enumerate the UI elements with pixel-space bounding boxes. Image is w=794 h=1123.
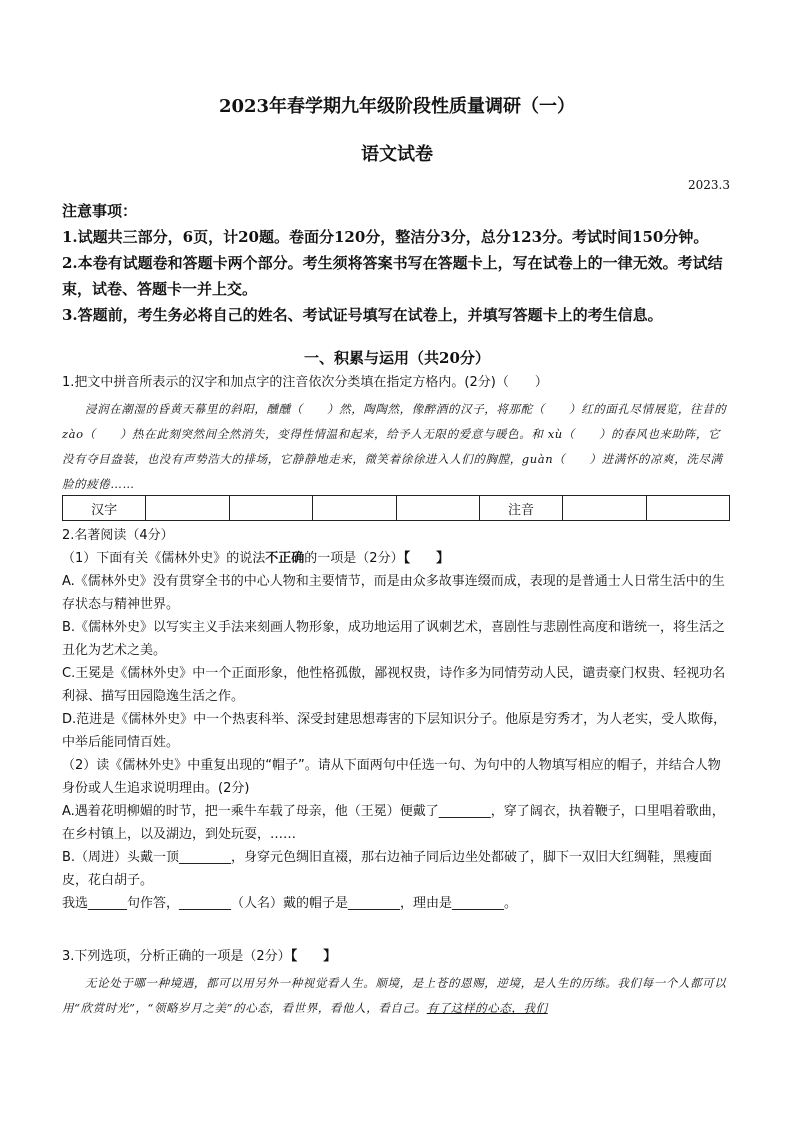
q2-sub2-prompt: （2）读《儒林外史》中重复出现的“帽子”。请从下面两句中任选一句、为句中的人物填写相应的帽子，并结合人物身份或人生追求说明理由。(2分)	[62, 758, 721, 796]
grid-cell[interactable]	[229, 496, 312, 521]
exam-subtitle: 语文试卷	[361, 144, 433, 165]
q3-prompt-text: 3.下列选项，分析正确的一项是（2分）	[62, 949, 291, 964]
notes-item-1: 1.试题共三部分，6页，计20题。卷面分120分，整洁分3分，总分123分。考试时间150分钟。	[62, 228, 709, 246]
answer-bracket[interactable]: 【 】	[290, 949, 337, 964]
grid-cell[interactable]	[563, 496, 646, 521]
answer-grid	[62, 495, 730, 521]
q3-passage-text: 无论处于哪一种境遇，都可以用另外一种视觉看人生。顺境，是上苍的恩赐，逆境，是人生的历练。我们每一个人都可以用“欣赏时光”，“领略岁月之美”的心态，看世界，看他人，看自己。	[62, 976, 727, 1015]
q2-option-a: A.《儒林外史》没有贯穿全书的中心人物和主要情节，而是由众多故事连缀而成，表现的是普通士人日常生活中的生存状态与精神世界。	[62, 574, 725, 612]
q2-sentence-b: B.（周进）头戴一顶________，身穿元色绸旧直裰，那右边袖子同后边坐处都破了，脚下一双旧大红绸鞋，黑瘦面皮，花白胡子。	[62, 850, 713, 888]
q1-prompt: 1.把文中拼音所表示的汉字和加点字的注音依次分类填在指定方格内。(2分)（ ）	[62, 375, 548, 390]
q2-sub1-text-b: 的一项是（2分）	[304, 551, 404, 566]
q2-sub1-emphasis: 不正确	[265, 551, 305, 566]
q2-option-b: B.《儒林外史》以写实主义手法来刻画人物形象，成功地运用了讽刺艺术，喜剧性与悲剧性高度和谐统一，将生活之丑化为艺术之美。	[62, 620, 726, 658]
q3-passage	[62, 971, 732, 1021]
notes-item-2: 2.本卷有试题卷和答题卡两个部分。考生须将答案书写在答题卡上，写在试卷上的一律无效。考试结束，试卷、答题卡一并上交。	[62, 254, 723, 298]
grid-label-zhuyin: 注音	[479, 496, 562, 521]
q2-title: 2.名著阅读（4分）	[62, 528, 174, 543]
grid-cell[interactable]	[146, 496, 229, 521]
grid-cell[interactable]	[313, 496, 396, 521]
answer-bracket[interactable]: 【 】	[403, 551, 450, 566]
grid-cell[interactable]	[646, 496, 729, 521]
notes-heading: 注意事项：	[62, 202, 138, 220]
grid-label-hanzi: 汉字	[63, 496, 146, 521]
q2-sub1-prompt	[62, 547, 732, 570]
q2-sub1-text-a: （1）下面有关《儒林外史》的说法	[62, 551, 266, 566]
question-3	[62, 945, 732, 1021]
q2-sentence-a: A.遇着花明柳媚的时节，把一乘牛车载了母亲，他（王冕）便戴了________，穿了阔衣，执着鞭子，口里唱着歌曲，在乡村镇上，以及湖边，到处玩耍，……	[62, 804, 725, 842]
question-2	[62, 524, 732, 915]
q3-underlined-text: 有了这样的心态，我们	[426, 1001, 548, 1015]
q2-option-d: D.范进是《儒林外史》中一个热衷科举、深受封建思想毒害的下层知识分子。他原是穷秀才，为人老实，受人欺侮，中举后能同情百姓。	[62, 712, 727, 750]
q2-option-c: C.王冕是《儒林外史》中一个正面形象，他性格孤傲，鄙视权贵，诗作多为同情劳动人民，谴责豪门权贵、轻视功名利禄、描写田园隐逸生活之作。	[62, 666, 726, 704]
section-heading: 一、积累与运用（共20分）	[304, 349, 490, 367]
grid-cell[interactable]	[396, 496, 479, 521]
question-1	[62, 371, 732, 497]
notes-item-3: 3.答题前，考生务必将自己的姓名、考试证号填写在试卷上，并填写答题卡上的考生信息。	[62, 306, 663, 324]
q1-passage: 浸润在潮湿的昏黄天幕里的斜阳，醺醺（ ）然，陶陶然，像醉酒的汉子，将那酡（ ）红的面孔尽情展览，往昔的 zào（ ）热在此刻突然间全然消失，变得性情温和起来，给予人无限的爱意与暖色。和 xù（ ）的春风也来助阵，它没有夺目盎装，也没有声势浩大的排场，它静静地走来，微笑着徐徐进入人们的胸膛，guàn（ ）进满怀的凉爽，洗尽满脸的疲倦……	[62, 402, 727, 491]
exam-title: 2023年春学期九年级阶段性质量调研（一）	[218, 96, 576, 117]
q2-answer-line[interactable]: 我选______句作答，________（人名）戴的帽子是________，理由是________。	[62, 896, 518, 911]
q3-prompt	[62, 945, 732, 968]
exam-date: 2023.3	[688, 178, 730, 192]
notes-block	[62, 198, 732, 328]
